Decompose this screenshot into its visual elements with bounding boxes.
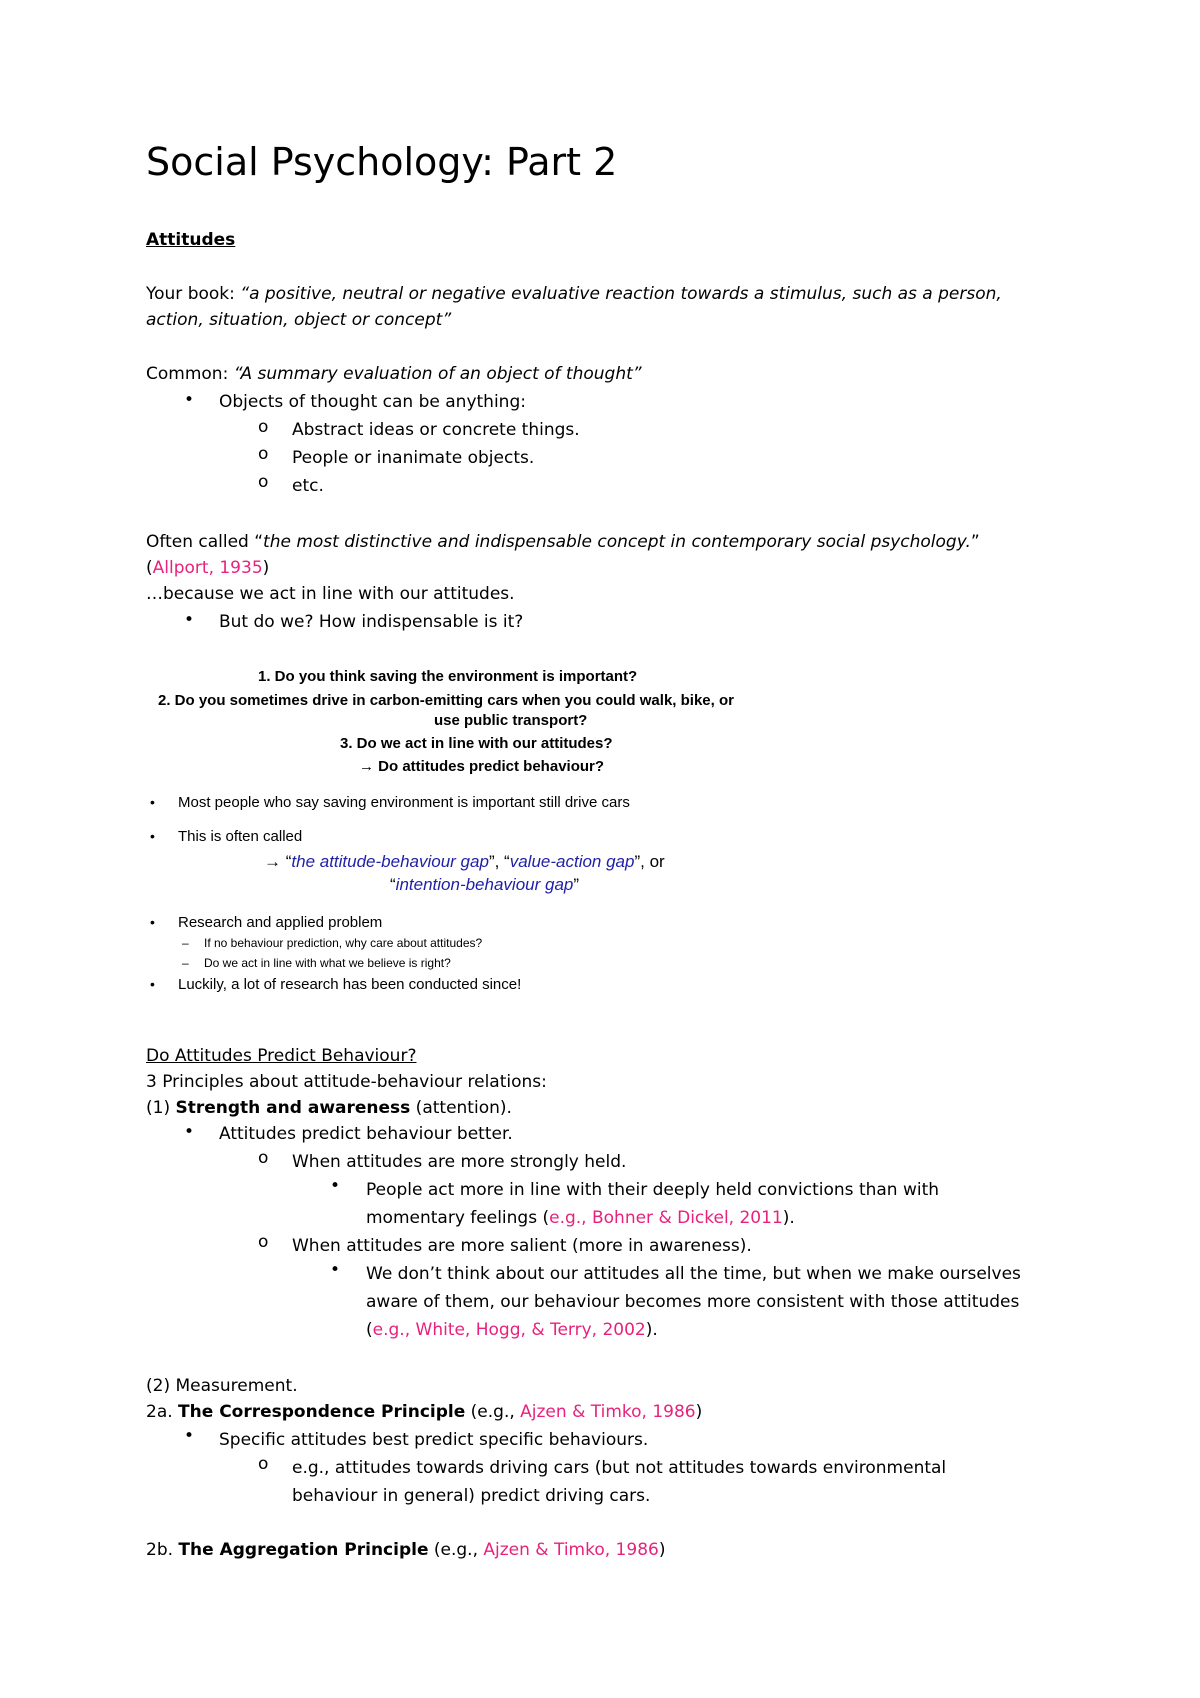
list-item-objects-of-thought: Objects of thought can be anything: <box>219 392 526 412</box>
book-definition-line1 <box>146 282 1002 306</box>
circle-marker: o <box>258 472 269 492</box>
text: (e.g., <box>428 1540 484 1560</box>
list-item-but-do-we: But do we? How indispensable is it? <box>219 612 524 632</box>
circle-marker: o <box>258 444 269 464</box>
list-subitem: When attitudes are more salient (more in awareness). <box>292 1236 752 1256</box>
list-subitem: etc. <box>292 476 324 496</box>
section-heading-attitudes: Attitudes <box>146 230 236 250</box>
list-item: Specific attitudes best predict specific behaviours. <box>219 1430 649 1450</box>
principle-number: 2a. <box>146 1402 179 1422</box>
list-subitem: e.g., attitudes towards driving cars (but not attitudes towards environmental <box>292 1458 947 1478</box>
principle-name: The Aggregation Principle <box>178 1540 429 1560</box>
book-quote-1: “a positive, neutral or negative evaluative reaction towards a stimulus, such as a person, <box>240 284 1002 304</box>
principle-rest: (attention). <box>410 1098 512 1118</box>
slide-question-2b: use public transport? <box>434 712 588 729</box>
list-subitem: People or inanimate objects. <box>292 448 535 468</box>
bullet-marker: • <box>330 1260 341 1280</box>
slide-bullet-1: Most people who say saving environment is important still drive cars <box>178 794 630 811</box>
slide-bullet-marker: • <box>150 976 155 992</box>
slide-bullet-marker: • <box>150 794 155 810</box>
slide-question-2a: 2. Do you sometimes drive in carbon-emitting cars when you could walk, bike, or <box>158 692 734 709</box>
list-subitem: Abstract ideas or concrete things. <box>292 420 580 440</box>
principle-number: (1) <box>146 1098 176 1118</box>
citation-allport: Allport, 1935 <box>152 558 263 578</box>
principle-2: (2) Measurement. <box>146 1376 298 1396</box>
text: ). <box>645 1320 658 1340</box>
text: ) <box>658 1540 666 1560</box>
principles-intro: 3 Principles about attitude-behaviour relations: <box>146 1072 547 1092</box>
citation-white: e.g., White, Hogg, & Terry, 2002 <box>372 1320 646 1340</box>
citation-bohner: e.g., Bohner & Dickel, 2011 <box>549 1208 783 1228</box>
often-quote: the most distinctive and indispensable concept in contemporary social psychology. <box>263 532 971 552</box>
bullet-marker: • <box>330 1176 341 1196</box>
often-prefix: Often called “ <box>146 532 264 552</box>
slide-dash-marker: – <box>182 956 189 970</box>
slide-bullet-marker: • <box>150 828 155 844</box>
often-called-line <box>146 530 980 554</box>
common-quote: “A summary evaluation of an object of thought” <box>233 364 642 384</box>
bullet-marker: • <box>184 1426 195 1446</box>
paren-close: ) <box>262 558 270 578</box>
separator: ”, or <box>634 852 665 871</box>
slide-question-3: 3. Do we act in line with our attitudes? <box>340 735 613 752</box>
slide-bullet-4: Luckily, a lot of research has been conducted since! <box>178 976 522 993</box>
page-title: Social Psychology: Part 2 <box>146 140 618 184</box>
slide-gap-line-1 <box>264 852 665 872</box>
principle-number: 2b. <box>146 1540 179 1560</box>
list-subitem-cont: behaviour in general) predict driving cars. <box>292 1486 651 1506</box>
arrow-icon: → “ <box>264 852 292 871</box>
list-subsubitem-cont <box>366 1318 658 1342</box>
section-heading-predict: Do Attitudes Predict Behaviour? <box>146 1046 417 1066</box>
term-intention-behaviour-gap: intention-behaviour gap <box>395 875 574 894</box>
often-suffix: ” <box>970 532 980 552</box>
slide-dash-marker: – <box>182 936 189 950</box>
bullet-marker: • <box>184 1122 195 1142</box>
allport-citation-line <box>146 556 269 580</box>
circle-marker: o <box>258 1454 269 1474</box>
principle-name: Strength and awareness <box>175 1098 411 1118</box>
list-subsubitem-cont: aware of them, our behaviour becomes more consistent with those attitudes <box>366 1292 1020 1312</box>
term-attitude-behaviour-gap: the attitude-behaviour gap <box>291 852 489 871</box>
slide-subbullet-2: Do we act in line with what we believe is right? <box>204 956 451 970</box>
paren-open: ( <box>146 558 153 578</box>
quote-open: “ <box>390 875 396 894</box>
citation-ajzen: Ajzen & Timko, 1986 <box>520 1402 696 1422</box>
embedded-slide <box>140 660 1020 1000</box>
common-definition <box>146 362 642 386</box>
bullet-marker: • <box>184 610 195 630</box>
separator: ”, “ <box>488 852 510 871</box>
list-subsubitem: We don’t think about our attitudes all the time, but when we make ourselves <box>366 1264 1021 1284</box>
principle-2a <box>146 1400 702 1424</box>
text: ) <box>695 1402 703 1422</box>
text: ). <box>782 1208 795 1228</box>
slide-question-4: → Do attitudes predict behaviour? <box>359 758 605 775</box>
list-subsubitem: People act more in line with their deeply held convictions than with <box>366 1180 940 1200</box>
list-subitem: When attitudes are more strongly held. <box>292 1152 627 1172</box>
slide-bullet-marker: • <box>150 914 155 930</box>
circle-marker: o <box>258 417 269 437</box>
text: (e.g., <box>465 1402 521 1422</box>
slide-bullet-3: Research and applied problem <box>178 914 383 931</box>
circle-marker: o <box>258 1232 269 1252</box>
slide-bullet-2: This is often called <box>178 828 303 845</box>
slide-subbullet-1: If no behaviour prediction, why care about attitudes? <box>204 936 483 950</box>
quote-close: ” <box>573 875 580 894</box>
slide-gap-line-2 <box>390 875 579 895</box>
book-prefix: Your book: <box>146 284 241 304</box>
term-value-action-gap: value-action gap <box>509 852 635 871</box>
text: momentary feelings ( <box>366 1208 550 1228</box>
slide-question-1: 1. Do you think saving the environment is important? <box>258 668 638 685</box>
citation-ajzen: Ajzen & Timko, 1986 <box>483 1540 659 1560</box>
text: ( <box>366 1320 373 1340</box>
book-definition-line2: action, situation, object or concept” <box>146 310 452 330</box>
bullet-marker: • <box>184 390 195 410</box>
principle-name: The Correspondence Principle <box>178 1402 466 1422</box>
principle-2b <box>146 1538 665 1562</box>
principle-1 <box>146 1096 512 1120</box>
common-prefix: Common: <box>146 364 234 384</box>
circle-marker: o <box>258 1148 269 1168</box>
list-item: Attitudes predict behaviour better. <box>219 1124 513 1144</box>
because-line: …because we act in line with our attitudes. <box>146 584 515 604</box>
list-subsubitem-cont <box>366 1206 795 1230</box>
